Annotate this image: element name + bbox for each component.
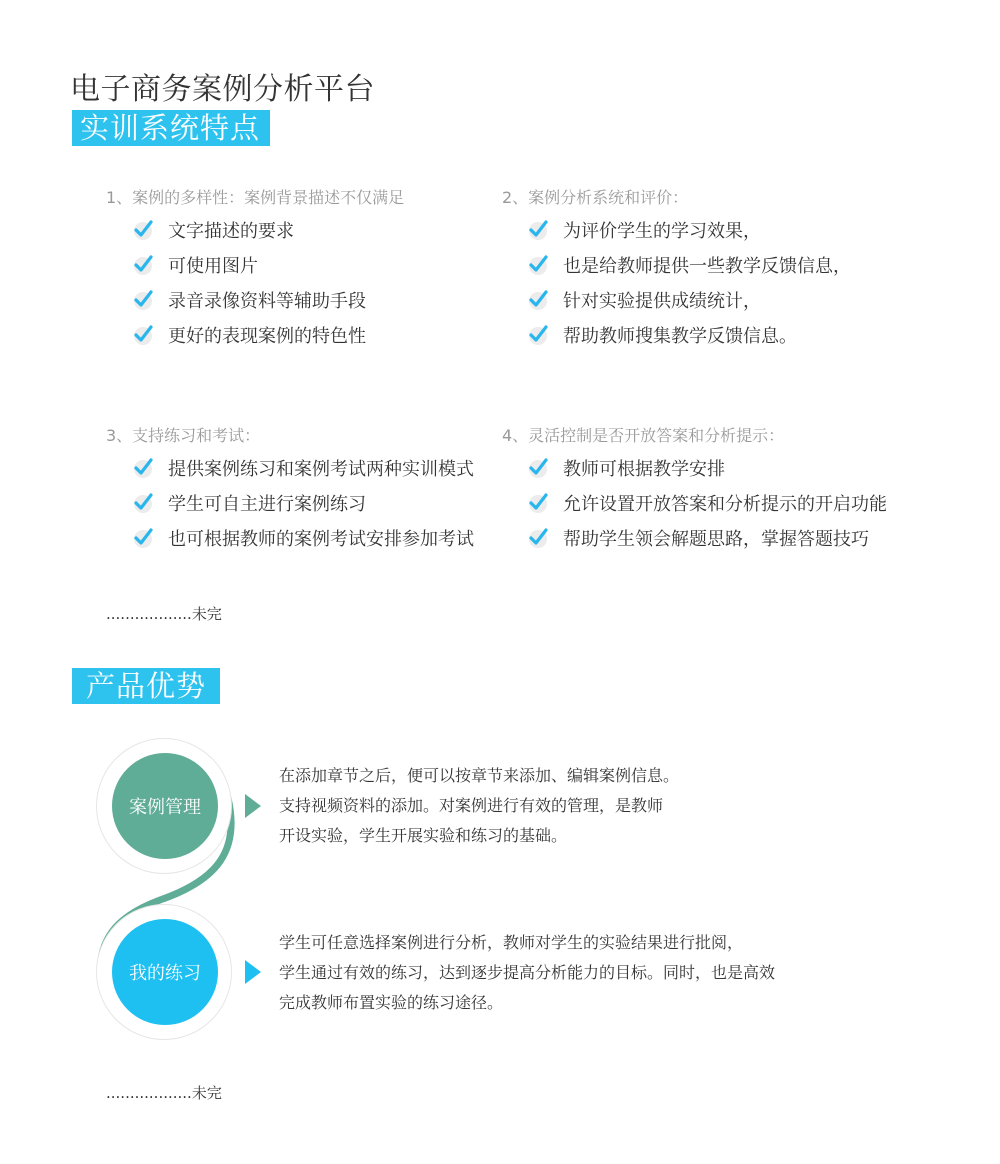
feature-group-4-list bbox=[527, 456, 887, 550]
list-item: 帮助学生领会解题思路，掌握答题技巧 bbox=[527, 526, 887, 550]
page-title: 电子商务案例分析平台 bbox=[70, 72, 375, 107]
list-item: 学生可自主进行案例练习 bbox=[132, 491, 474, 515]
check-icon bbox=[527, 219, 549, 241]
check-icon bbox=[527, 492, 549, 514]
list-item: 也可根据教师的案例考试安排参加考试 bbox=[132, 526, 474, 550]
check-icon bbox=[132, 492, 154, 514]
case-management-badge bbox=[112, 753, 218, 859]
feature-group-2-list bbox=[527, 218, 851, 347]
list-item: 提供案例练习和案例考试两种实训模式 bbox=[132, 456, 474, 480]
check-icon bbox=[132, 289, 154, 311]
check-icon bbox=[527, 289, 549, 311]
feature-group-3-list bbox=[132, 456, 474, 550]
check-icon bbox=[527, 254, 549, 276]
check-icon bbox=[527, 527, 549, 549]
case-management-label: 案例管理 bbox=[129, 797, 201, 818]
feature-group-1-heading: 1、案例的多样性：案例背景描述不仅满足 bbox=[106, 188, 405, 207]
list-item: 针对实验提供成绩统计， bbox=[527, 288, 851, 312]
list-item: 文字描述的要求 bbox=[132, 218, 366, 242]
advantages-more-text: ..................未完 bbox=[106, 1084, 222, 1102]
my-practice-label: 我的练习 bbox=[129, 963, 201, 984]
list-item: 帮助教师搜集教学反馈信息。 bbox=[527, 323, 851, 347]
check-icon bbox=[132, 527, 154, 549]
feature-group-4-heading: 4、灵活控制是否开放答案和分析提示： bbox=[502, 426, 785, 445]
check-icon bbox=[132, 457, 154, 479]
check-icon bbox=[132, 324, 154, 346]
my-practice-badge bbox=[112, 919, 218, 1025]
check-icon bbox=[527, 457, 549, 479]
list-item: 录音录像资料等辅助手段 bbox=[132, 288, 366, 312]
list-item: 为评价学生的学习效果， bbox=[527, 218, 851, 242]
case-management-description: 在添加章节之后，便可以按章节来添加、编辑案例信息。 支持视频资料的添加。对案例进行有效的管理，是教师 开设实验，学生开展实验和练习的基础。 bbox=[279, 766, 680, 845]
features-section-title: 实训系统特点 bbox=[72, 110, 270, 146]
feature-group-1-list bbox=[132, 218, 366, 347]
check-icon bbox=[527, 324, 549, 346]
list-item: 更好的表现案例的特色性 bbox=[132, 323, 366, 347]
check-icon bbox=[132, 219, 154, 241]
list-item: 教师可根据教学安排 bbox=[527, 456, 887, 480]
list-item: 可使用图片 bbox=[132, 253, 366, 277]
advantages-section-title: 产品优势 bbox=[72, 668, 220, 704]
check-icon bbox=[132, 254, 154, 276]
features-more-text: ..................未完 bbox=[106, 605, 222, 623]
triangle-right-icon bbox=[245, 960, 261, 984]
triangle-right-icon bbox=[245, 794, 261, 818]
list-item: 允许设置开放答案和分析提示的开启功能 bbox=[527, 491, 887, 515]
my-practice-description: 学生可任意选择案例进行分析，教师对学生的实验结果进行批阅， 学生通过有效的练习，达到逐步提高分析能力的目标。同时，也是高效 完成教师布置实验的练习途径。 bbox=[279, 933, 776, 1012]
feature-group-2-heading: 2、案例分析系统和评价： bbox=[502, 188, 689, 207]
list-item: 也是给教师提供一些教学反馈信息， bbox=[527, 253, 851, 277]
feature-group-3-heading: 3、支持练习和考试： bbox=[106, 426, 261, 445]
